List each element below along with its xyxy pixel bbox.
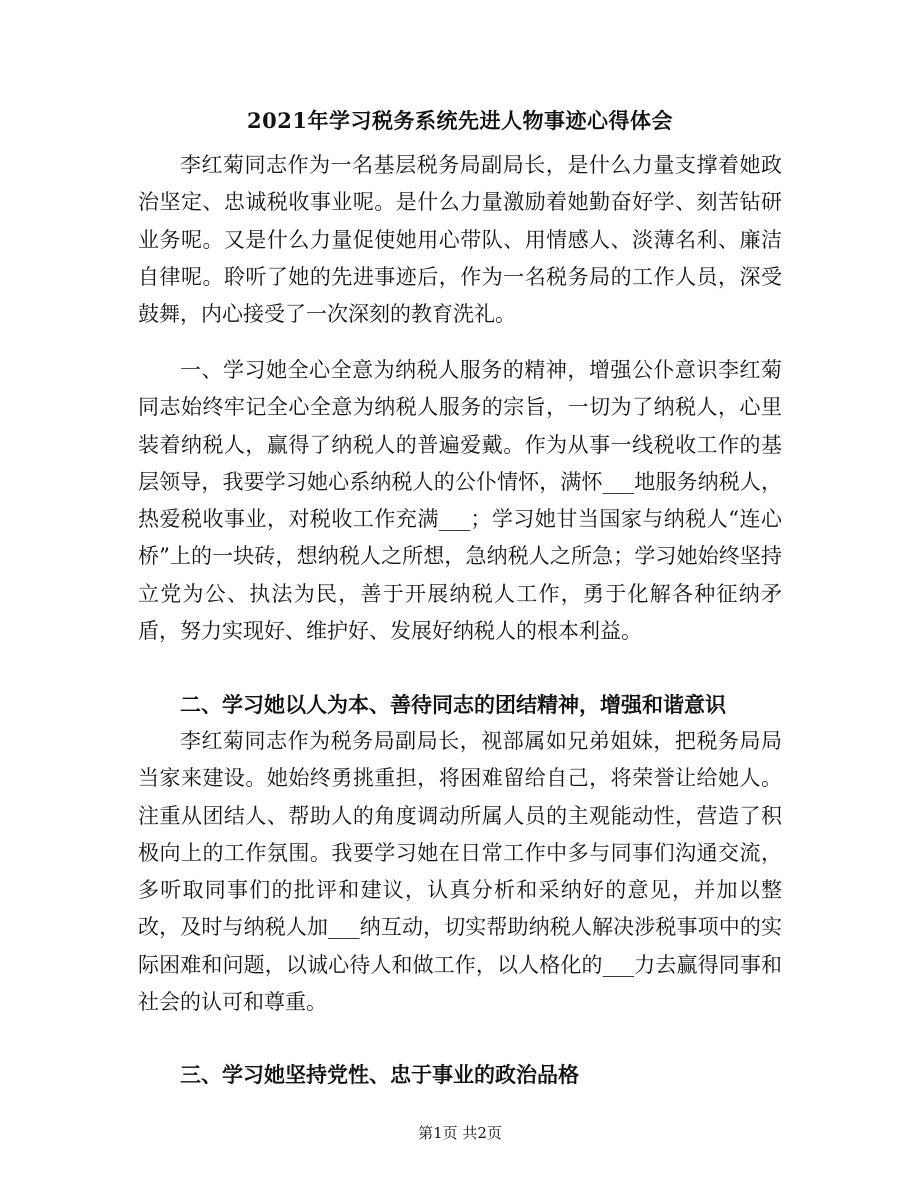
section-2-heading: 二、学习她以人为本、善待同志的团结精神，增强和谐意识: [180, 692, 726, 717]
paragraph-section-1: 一、学习她全心全意为纳税人服务的精神，增强公仆意识李红菊同志始终牢记全心全意为纳税人服务的宗旨，一切为了纳税人，心里装着纳税人，赢得了纳税人的普遍爱戴。作为从事一线税收工作的基层领导，我要学习她心系纳税人的公仆情怀，满怀___地服务纳税人，热爱税收事业，对税收工作充满___；学习她甘当国家与纳税人“连心桥”上的一块砖，想纳税人之所想，急纳税人之所急；学习她始终坚持立党为公、执法为民，善于开展纳税人工作，勇于化解各种征纳矛盾，努力实现好、维护好、发展好纳税人的根本利益。: [138, 358, 782, 644]
paragraph-section-2: 李红菊同志作为税务局副局长，视部属如兄弟姐妹，把税务局局当家来建设。她始终勇挑重担，将困难留给自己，将荣誉让给她人。注重从团结人、帮助人的角度调动所属人员的主观能动性，营造了积极向上的工作氛围。我要学习她在日常工作中多与同事们沟通交流，多听取同事们的批评和建议，认真分析和采纳好的意见，并加以整改，及时与纳税人加___纳互动，切实帮助纳税人解决涉税事项中的实际困难和问题，以诚心待人和做工作，以人格化的___力去赢得同事和社会的认可和尊重。: [138, 729, 782, 1015]
document-title: 2021年学习税务系统先进人物事迹心得体会: [247, 108, 673, 133]
section-3-heading: 三、学习她坚持党性、忠于事业的政治品格: [180, 1062, 579, 1087]
paragraph-intro: 李红菊同志作为一名基层税务局副局长，是什么力量支撑着她政治坚定、忠诚税收事业呢。是什么力量激励着她勤奋好学、刻苦钻研业务呢。又是什么力量促使她用心带队、用情感人、淡薄名利、廉洁自律呢。聆听了她的先进事迹后，作为一名税务局的工作人员，深受鼓舞，内心接受了一次深刻的教育洗礼。: [138, 153, 782, 327]
page-indicator: 第1页 共2页: [418, 1124, 502, 1142]
